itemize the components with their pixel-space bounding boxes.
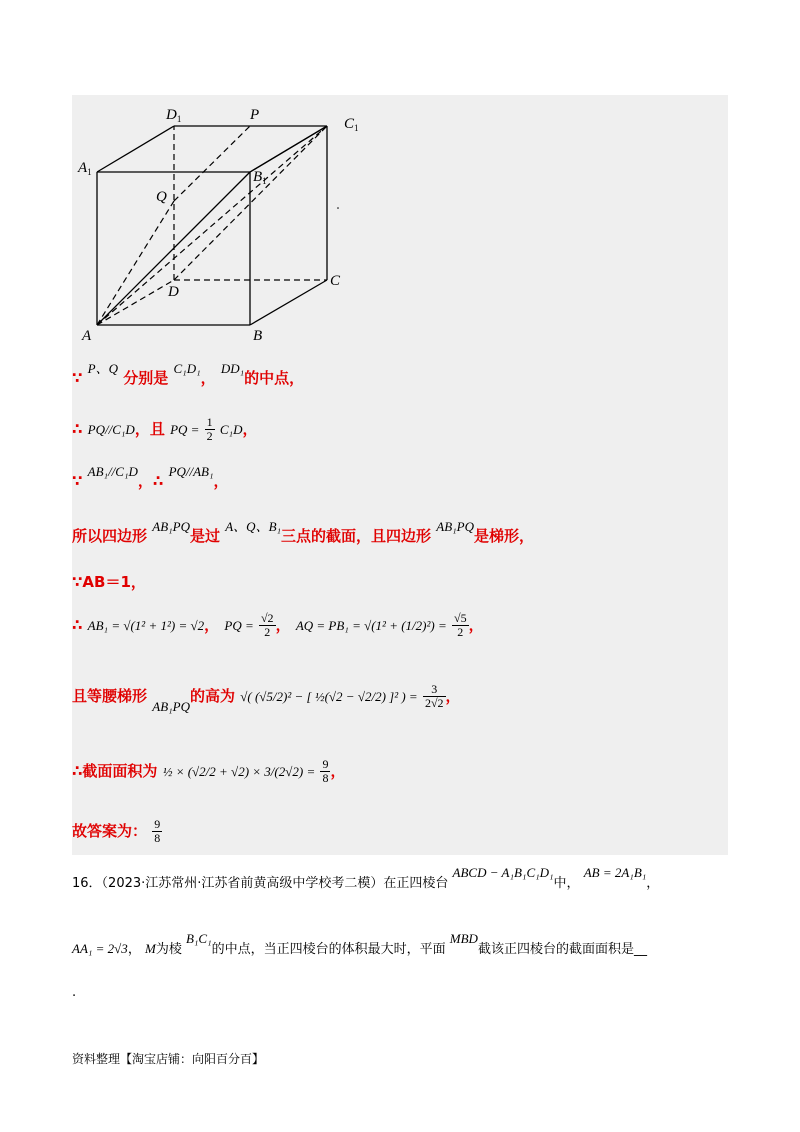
label-d1: $D_1$ (166, 107, 182, 124)
solution-line-5: ∵AB＝1， (72, 573, 146, 591)
solution-line-1: ∵ P、Q 分别是 C₁D₁， DD₁的中点， (72, 361, 305, 387)
label-q: Q (156, 189, 167, 205)
label-b1: $B_1$ (253, 169, 267, 186)
cube-figure (72, 95, 372, 350)
question-16-dot: . (72, 985, 77, 1000)
footer-source: 资料整理【淘宝店铺：向阳百分百】 (72, 1052, 265, 1066)
question-16-line-1: 16．（2023·江苏常州·江苏省前黄高级中学校考二模）在正四棱台 ABCD − A₁B₁C₁D₁中， AB = 2A₁B₁， (72, 865, 660, 891)
solution-line-4: 所以四边形 AB₁PQ是过 A、Q、B₁三点的截面，且四边形 AB₁PQ是梯形， (72, 519, 535, 545)
solution-line-8: ∴截面面积为 ½ × (√2/2 + √2) × 3/(2√2) = $\frac{9}{8}$ ， (72, 757, 346, 785)
label-a: A (82, 328, 92, 344)
question-16-line-2: AA₁ = 2√3， M为棱 B₁C₁的中点，当正四棱台的体积最大时，平面 MBD截该正四棱台的截面面积是__ (72, 931, 647, 957)
label-c: C (330, 273, 341, 289)
label-d: D (168, 284, 179, 300)
edge-a1-d1 (97, 126, 174, 172)
solution-line-6: ∴ AB₁ = √(1² + 1²) = √2， PQ = $\frac{√2}{2}$ ， AQ = PB₁ = √(1² + (1/2)²) = $\frac{√5}{2}$ ， (72, 611, 484, 639)
dot-marker (337, 207, 339, 209)
edge-b-c (250, 280, 327, 325)
label-b: B (253, 328, 263, 344)
solution-line-7: 且等腰梯形 AB₁PQ的高为 √( (√5/2)² − [ ½(√2 − √2/2) ]² ) = $\frac{3}{2√2}$ ， (72, 682, 461, 714)
solution-line-3: ∵ AB₁//C₁D，∴ PQ//AB₁， (72, 464, 229, 490)
line-a-q-dashed (97, 201, 174, 325)
label-p: P (250, 107, 260, 123)
solution-line-2: ∴ PQ//C₁D，且 PQ = $\frac{1}{2}$ C₁D， (72, 415, 258, 443)
line-q-p-dashed (174, 126, 250, 201)
solution-line-9: 故答案为： $\frac{9}{8}$ (72, 817, 161, 845)
line-a-c1-dashed (97, 126, 327, 325)
label-a1: $A_1$ (78, 160, 92, 177)
label-c1: $C_1$ (344, 116, 359, 133)
